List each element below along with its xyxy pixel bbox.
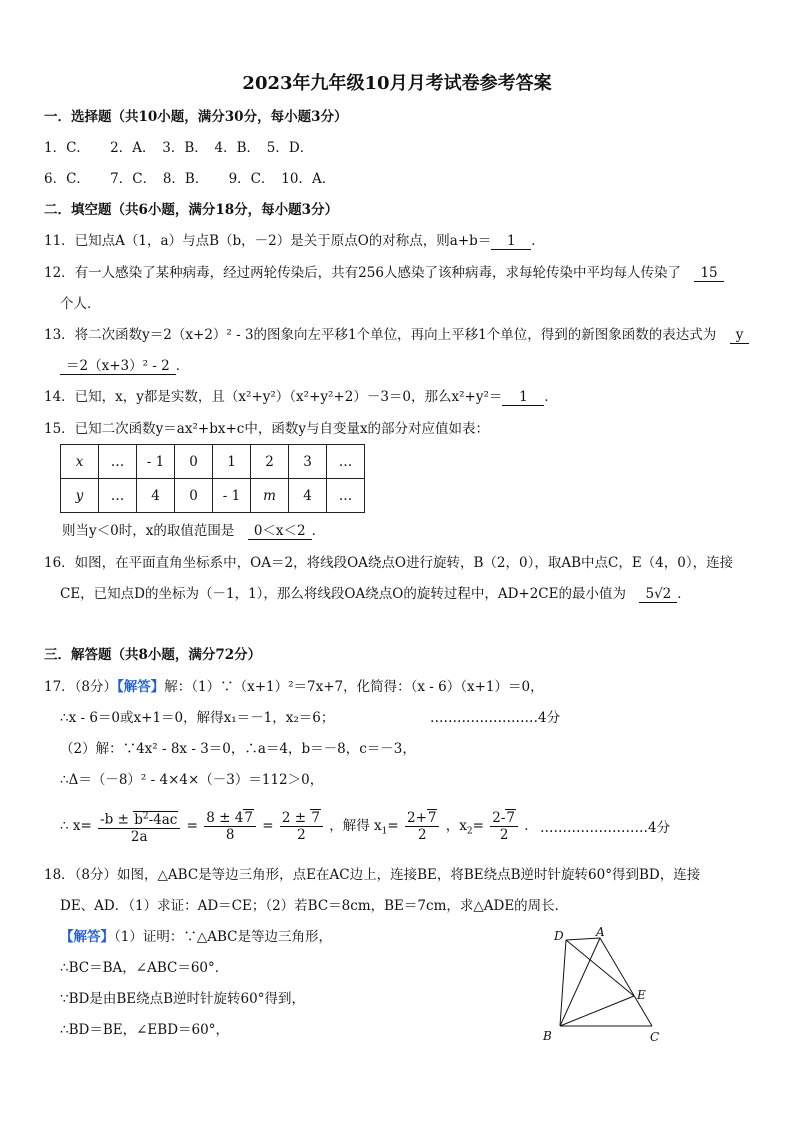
table-cell: m <box>251 479 289 513</box>
table-cell: … <box>99 479 137 513</box>
q12-answer: 15 <box>694 265 723 282</box>
q17-score-2: ……………………4分 <box>540 820 671 836</box>
label-d: D <box>554 929 564 943</box>
q11-text: 11．已知点A（1，a）与点B（b，－2）是关于原点O的对称点，则a+b＝ <box>44 233 492 249</box>
table-cell: 3 <box>289 445 327 479</box>
q15-end: ． <box>311 523 326 539</box>
q17-tag: 【解答】 <box>117 679 165 695</box>
table-row <box>61 479 365 513</box>
segment-de <box>566 940 634 996</box>
q11-end: ． <box>531 233 545 249</box>
table-cell: x <box>61 445 99 479</box>
q15-answer-line <box>62 522 325 540</box>
q18-line3 <box>60 928 332 946</box>
choice-row-2: 6．C． 7．C． 8．B． 9．C． 10．A． <box>44 171 336 187</box>
q13-end: ． <box>175 358 190 374</box>
q17-quadratic-formula: ∴ x= $\frac{-b \pm b^2-4ac}{2a}$ = $\frac{8 \pm 47}{8}$ = $\frac{2 \pm 7}{2}$ ，解得 $x_1=$ $\frac{2+7}{2}$ ，$x_2=$ $\frac{2-7}{2}$ ． <box>60 809 538 845</box>
q17-score-1: ……………………4分 <box>430 710 561 726</box>
table-cell: … <box>327 445 365 479</box>
q17-line4: ∴Δ＝（－8）² - 4×4×（－3）＝112＞0， <box>60 772 324 788</box>
segment-ac <box>600 938 652 1026</box>
q14-answer: 1 <box>502 389 544 406</box>
q18-line6: ∴BD＝BE，∠EBD＝60°， <box>60 1022 229 1038</box>
q17-line1 <box>44 678 544 696</box>
q17-l1: 解：（1）∵（x+1）²＝7x+7，化简得：（x - 6）（x+1）＝0， <box>164 679 544 695</box>
q17-line2: ∴x - 6＝0或x+1＝0，解得x₁＝－1，x₂＝6； <box>60 710 335 726</box>
q15-after: 则当y＜0时，x的取值范围是 <box>62 523 235 539</box>
question-14 <box>44 388 558 406</box>
table-cell: 4 <box>137 479 175 513</box>
q17-label: 17．（8分） <box>44 679 118 695</box>
q16-answer: 5√2 <box>639 586 677 603</box>
q13-text: 13．将二次函数y＝2（x+2）² - 3的图象向左平移1个单位，再向上平移1个单位，得到的新图象函数的表达式为 <box>44 327 717 343</box>
table-cell: 1 <box>213 445 251 479</box>
q18-line5: ∵BD是由BE绕点B逆时针旋转60°得到， <box>60 991 305 1007</box>
section1-heading: 一．选择题（共10小题，满分30分，每小题3分） <box>44 109 348 125</box>
q16-text: CE，已知点D的坐标为（－1，1），那么将线段OA绕点O的旋转过程中，AD+2CE的最小值为 <box>60 586 626 602</box>
question-16-line2 <box>60 585 691 603</box>
table-cell: - 1 <box>213 479 251 513</box>
section3-heading: 三．解答题（共8小题，满分72分） <box>44 647 262 663</box>
label-a: A <box>596 926 605 939</box>
table-cell: 2 <box>251 445 289 479</box>
label-e: E <box>637 988 646 1002</box>
table-cell: … <box>99 445 137 479</box>
value-table <box>60 444 365 513</box>
table-cell: … <box>327 479 365 513</box>
q16-end: ． <box>677 586 691 602</box>
segment-da <box>566 938 600 940</box>
question-15: 15．已知二次函数y＝ax²+bx+c中，函数y与自变量x的部分对应值如表： <box>44 421 490 437</box>
table-cell: 4 <box>289 479 327 513</box>
page-title: 2023年九年级10月月考试卷参考答案 <box>242 73 552 94</box>
label-b: B <box>543 1029 552 1043</box>
q11-answer: 1 <box>491 233 531 250</box>
section2-heading: 二．填空题（共6小题，满分18分，每小题3分） <box>44 202 339 218</box>
table-cell: y <box>61 479 99 513</box>
question-11 <box>44 232 545 250</box>
table-cell: 0 <box>175 479 213 513</box>
q17-line3: （2）解：∵4x² - 8x - 3＝0，∴a＝4，b＝－8，c＝－3， <box>60 741 416 757</box>
triangle-figure <box>540 926 670 1046</box>
q18-line4: ∴BC＝BA，∠ABC＝60°． <box>60 960 229 976</box>
table-row <box>61 445 365 479</box>
q14-end: ． <box>544 389 558 405</box>
label-c: C <box>650 1030 660 1044</box>
table-cell: 0 <box>175 445 213 479</box>
q18-line1: 18．（8分）如图，△ABC是等边三角形，点E在AC边上，连接BE，将BE绕点B逆时针旋转60°得到BD，连接 <box>44 867 701 883</box>
q18-tag: 【解答】 <box>60 929 114 945</box>
q13-line2 <box>60 357 189 375</box>
q13-answer-2: ＝2（x+3）² - 2 <box>60 358 176 375</box>
q12-text: 12．有一人感染了某种病毒，经过两轮传染后，共有256人感染了该种病毒，求每轮传染中平均每人传染了 <box>44 265 681 281</box>
q18-l3: （1）证明：∵△ABC是等边三角形， <box>114 929 332 945</box>
q15-answer: 0＜x＜2 <box>248 523 312 540</box>
question-13 <box>44 326 749 344</box>
q18-line2: DE、AD．（1）求证：AD＝CE；（2）若BC＝8cm，BE＝7cm，求△ADE的周长． <box>60 898 569 914</box>
question-12 <box>44 264 724 282</box>
q14-text: 14．已知，x，y都是实数，且（x²+y²）（x²+y²+2）－3＝0，那么x²+y²＝ <box>44 389 503 405</box>
choice-row-1: 1．C． 2．A． 3．B． 4．B． 5．D． <box>44 140 314 156</box>
segment-bd <box>560 940 566 1026</box>
question-16-line1: 16．如图，在平面直角坐标系中，OA＝2，将线段OA绕点O进行旋转，B（2，0），取AB中点C，E（4，0），连接 <box>44 555 734 571</box>
table-cell: - 1 <box>137 445 175 479</box>
q12-line2: 个人． <box>60 296 101 312</box>
q13-answer-1: y <box>730 327 750 344</box>
